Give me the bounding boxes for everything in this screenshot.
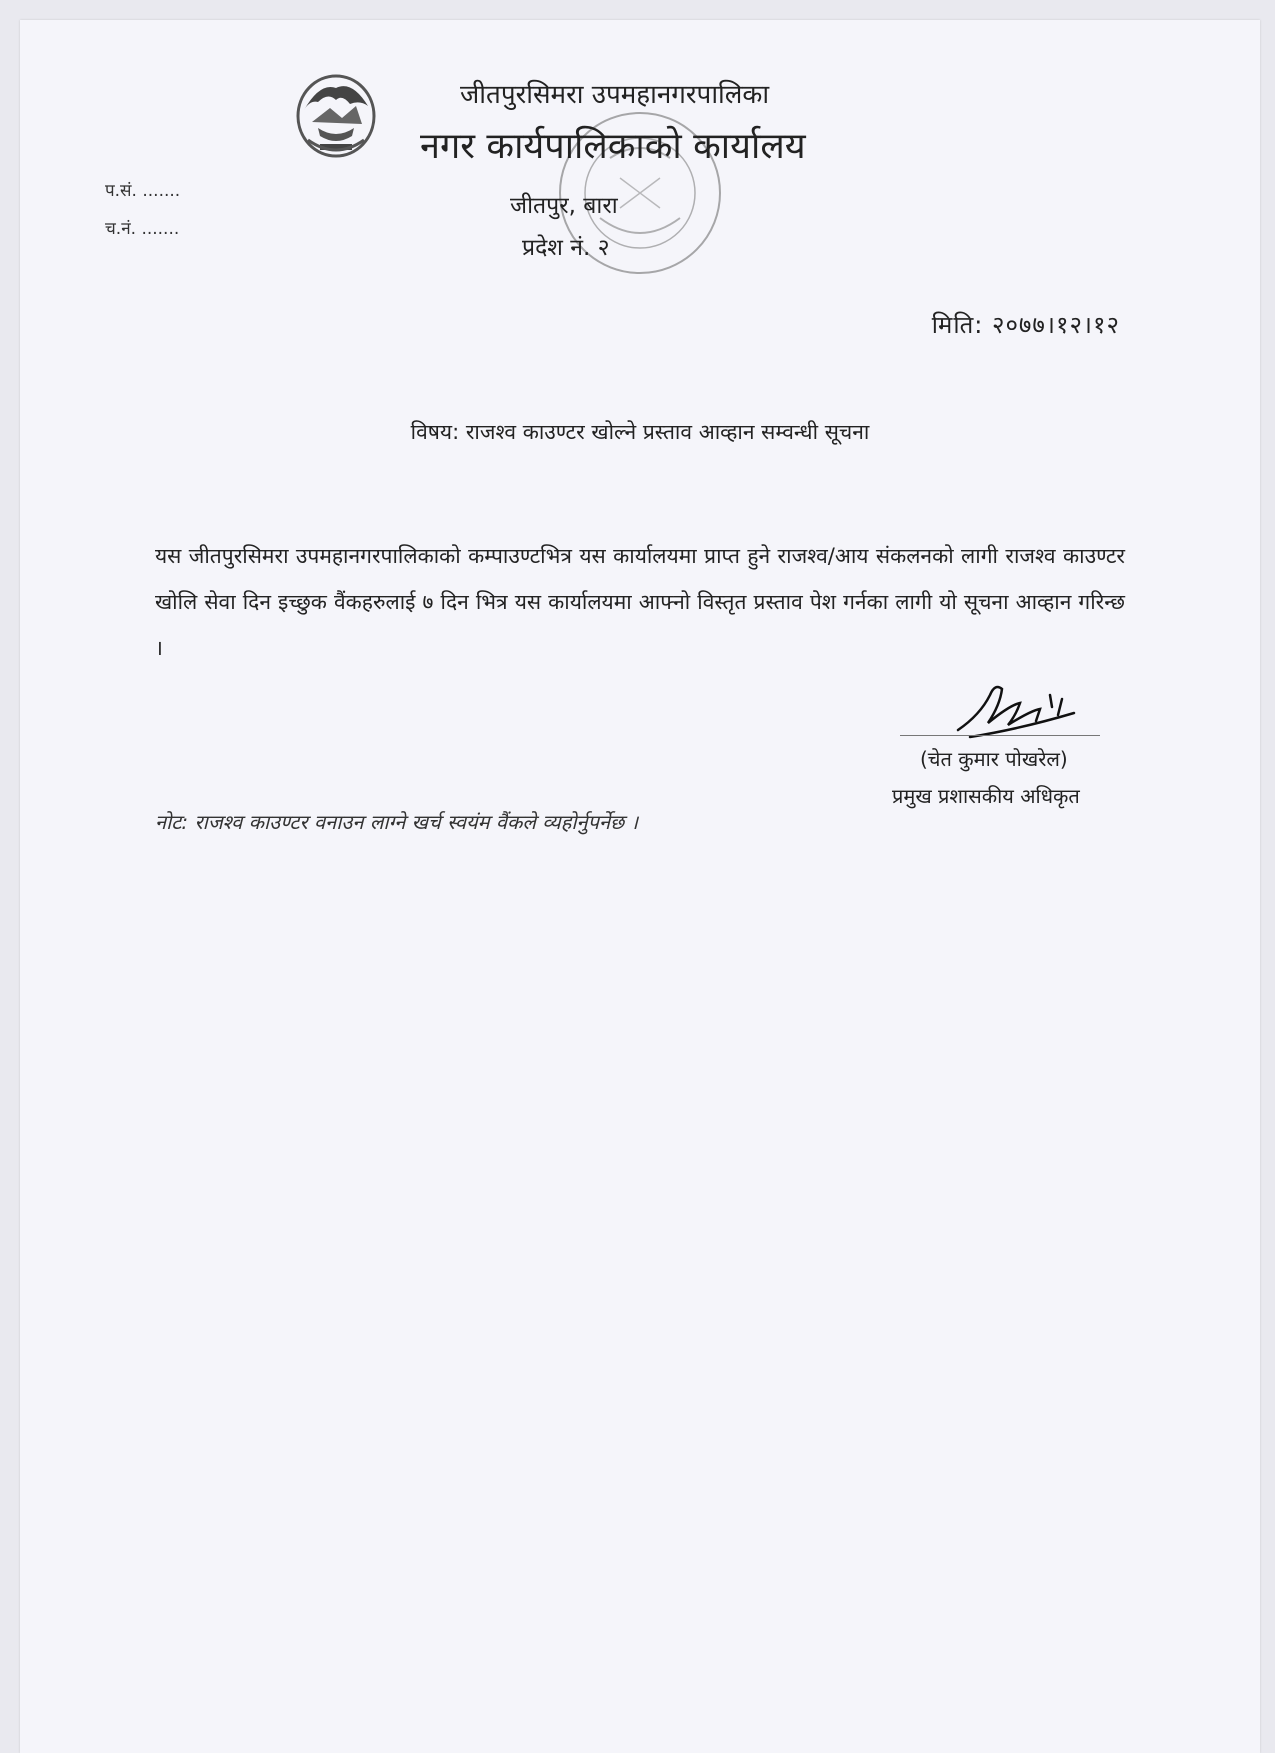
- reference-number: प.सं. .......: [105, 181, 181, 201]
- notice-body: यस जीतपुरसिमरा उपमहानगरपालिकाको कम्पाउण्टभित्र यस कार्यालयमा प्राप्त हुने राजश्व/आय संकलनको लागी राजश्व काउण्टर खोलि सेवा दिन इच्छुक वैंकहरुलाई ७ दिन भित्र यस कार्यालयमा आफ्नो विस्तृत प्रस्ताव पेश गर्नका लागी यो सूचना आव्हान गरिन्छ ।: [155, 544, 1125, 660]
- address-line-1: जीतपुर, बारा: [510, 193, 618, 219]
- document-date: मिति: २०७७।१२।१२: [931, 311, 1120, 339]
- office-name: नगर कार्यपालिकाको कार्यालय: [420, 126, 806, 167]
- address-line-2: प्रदेश नं. २: [522, 235, 610, 261]
- signature-line: [900, 735, 1100, 736]
- footnote: नोट: राजश्व काउण्टर वनाउन लाग्ने खर्च स्वयंम वैंकले व्यहोर्नुपर्नेछ ।: [155, 810, 639, 834]
- signer-title: प्रमुख प्रशासकीय अधिकृत: [892, 784, 1080, 808]
- signer-name: (चेत कुमार पोखरेल): [920, 747, 1068, 771]
- subject-line: विषय: राजश्व काउण्टर खोल्ने प्रस्ताव आव्हान सम्वन्धी सूचना: [410, 420, 870, 444]
- municipality-name: जीतपुरसिमरा उपमहानगरपालिका: [460, 80, 770, 110]
- dispatch-number: च.नं. .......: [105, 219, 180, 239]
- nepal-emblem-icon: [290, 70, 382, 162]
- notice-document: [20, 20, 1260, 1753]
